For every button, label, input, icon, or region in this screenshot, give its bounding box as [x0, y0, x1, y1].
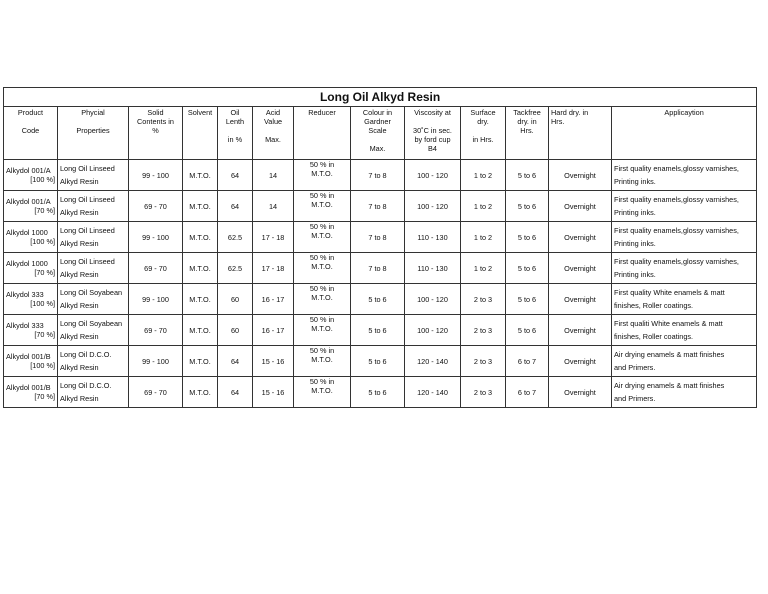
application-cell: [612, 222, 757, 253]
header-line: Lenth: [225, 117, 245, 126]
acid-value: 16 - 17: [253, 284, 294, 315]
acid-value: 15 - 16: [253, 377, 294, 408]
surface-dry: 2 to 3: [461, 377, 506, 408]
colour-scale: 5 to 6: [351, 377, 405, 408]
header-line: Tackfree: [513, 108, 541, 117]
product-code-cell: [4, 377, 58, 408]
resin-table: [3, 87, 757, 408]
surface-dry: 2 to 3: [461, 315, 506, 346]
reducer-line-2: M.T.O.: [311, 293, 333, 302]
tackfree-dry: 6 to 7: [506, 346, 549, 377]
reducer-cell: [294, 253, 351, 284]
product-code: Alkydol 333: [6, 321, 44, 330]
header-oil-length: [218, 107, 253, 160]
header-viscosity: [405, 107, 461, 160]
colour-scale: 5 to 6: [351, 284, 405, 315]
header-line: Acid: [265, 108, 281, 117]
table-row: [4, 222, 757, 253]
spec-sheet: [3, 87, 756, 408]
header-line: Code: [21, 126, 40, 135]
product-code-cell: [4, 315, 58, 346]
table-row: [4, 346, 757, 377]
product-code: Alkydol 1000: [6, 259, 48, 268]
reducer-cell: [294, 315, 351, 346]
header-line: B4: [428, 144, 437, 153]
application-line-2: and Primers.: [614, 394, 656, 403]
physical-line-2: Alkyd Resin: [60, 270, 99, 279]
header-line: Phycial: [81, 108, 105, 117]
physical-properties-cell: [58, 284, 129, 315]
product-percent: [100 %]: [30, 175, 55, 184]
header-row: [4, 107, 757, 160]
header-line: [60, 117, 126, 126]
application-line-1: Air drying enamels & matt finishes: [614, 381, 725, 390]
viscosity: 110 - 130: [405, 253, 461, 284]
physical-properties-cell: [58, 191, 129, 222]
application-line-2: Printing inks.: [614, 177, 656, 186]
header-line: Value: [263, 117, 283, 126]
table-row: [4, 284, 757, 315]
header-line: Hrs.: [551, 117, 565, 126]
oil-length: 62.5: [218, 222, 253, 253]
physical-line-1: Long Oil Soyabean: [60, 288, 123, 297]
header-line: by ford cup: [414, 135, 451, 144]
product-percent: [100 %]: [30, 299, 55, 308]
table-title: Long Oil Alkyd Resin: [4, 88, 757, 107]
reducer-cell: [294, 346, 351, 377]
reducer-line-2: M.T.O.: [311, 169, 333, 178]
header-line: in %: [227, 135, 243, 144]
application-cell: [612, 160, 757, 191]
tackfree-dry: 5 to 6: [506, 191, 549, 222]
application-cell: [612, 377, 757, 408]
physical-line-2: Alkyd Resin: [60, 208, 99, 217]
header-line: Gardner: [364, 117, 391, 126]
header-line: Solvent: [187, 108, 213, 117]
acid-value: 14: [253, 191, 294, 222]
product-percent: [70 %]: [34, 330, 55, 339]
application-line-2: Printing inks.: [614, 239, 656, 248]
application-cell: [612, 346, 757, 377]
solvent: M.T.O.: [183, 253, 218, 284]
header-line: Product: [17, 108, 44, 117]
tackfree-dry: 6 to 7: [506, 377, 549, 408]
viscosity: 100 - 120: [405, 191, 461, 222]
colour-scale: 7 to 8: [351, 160, 405, 191]
acid-value: 14: [253, 160, 294, 191]
application-cell: [612, 284, 757, 315]
application-line-2: finishes, Roller coatings.: [614, 332, 694, 341]
hard-dry: Overnight: [549, 160, 612, 191]
viscosity: 120 - 140: [405, 377, 461, 408]
oil-length: 64: [218, 377, 253, 408]
application-line-1: First quality enamels,glossy varnishes,: [614, 195, 739, 204]
reducer-line-1: 50 % in: [309, 253, 335, 262]
oil-length: 64: [218, 346, 253, 377]
table-row: [4, 377, 757, 408]
product-code: Alkydol 001/B: [6, 352, 51, 361]
header-line: Hrs.: [520, 126, 534, 135]
viscosity: 100 - 120: [405, 160, 461, 191]
solvent: M.T.O.: [183, 346, 218, 377]
tackfree-dry: 5 to 6: [506, 284, 549, 315]
application-line-1: First quality White enamels & matt: [614, 288, 725, 297]
physical-properties-cell: [58, 222, 129, 253]
table-row: [4, 253, 757, 284]
header-line: Colour in: [362, 108, 393, 117]
physical-properties-cell: [58, 377, 129, 408]
surface-dry: 1 to 2: [461, 160, 506, 191]
reducer-line-1: 50 % in: [309, 160, 335, 169]
solid-contents: 69 - 70: [129, 377, 183, 408]
physical-properties-cell: [58, 315, 129, 346]
surface-dry: 2 to 3: [461, 346, 506, 377]
hard-dry: Overnight: [549, 191, 612, 222]
oil-length: 60: [218, 284, 253, 315]
acid-value: 16 - 17: [253, 315, 294, 346]
header-solid: [129, 107, 183, 160]
header-solvent: [183, 107, 218, 160]
header-line: Viscosity at: [414, 108, 451, 117]
solid-contents: 69 - 70: [129, 253, 183, 284]
physical-line-2: Alkyd Resin: [60, 332, 99, 341]
solvent: M.T.O.: [183, 191, 218, 222]
tackfree-dry: 5 to 6: [506, 253, 549, 284]
header-acid-value: [253, 107, 294, 160]
header-line: dry. in: [517, 117, 537, 126]
product-percent: [100 %]: [30, 237, 55, 246]
physical-line-1: Long Oil Linseed: [60, 226, 115, 235]
table-body: [4, 160, 757, 408]
solvent: M.T.O.: [183, 284, 218, 315]
application-line-1: First quality enamels,glossy varnishes,: [614, 226, 739, 235]
application-cell: [612, 315, 757, 346]
reducer-line-2: M.T.O.: [311, 231, 333, 240]
oil-length: 60: [218, 315, 253, 346]
solvent: M.T.O.: [183, 315, 218, 346]
hard-dry: Overnight: [549, 377, 612, 408]
colour-scale: 7 to 8: [351, 191, 405, 222]
reducer-cell: [294, 191, 351, 222]
physical-properties-cell: [58, 253, 129, 284]
surface-dry: 2 to 3: [461, 284, 506, 315]
acid-value: 17 - 18: [253, 222, 294, 253]
physical-line-1: Long Oil Soyabean: [60, 319, 123, 328]
header-line: Oil: [230, 108, 240, 117]
product-code: Alkydol 333: [6, 290, 44, 299]
header-line: [220, 126, 250, 135]
hard-dry: Overnight: [549, 284, 612, 315]
header-line: %: [152, 126, 159, 135]
tackfree-dry: 5 to 6: [506, 160, 549, 191]
application-line-1: Air drying enamels & matt finishes: [614, 350, 725, 359]
header-product: [4, 107, 58, 160]
product-percent: [100 %]: [30, 361, 55, 370]
header-line: [6, 117, 55, 126]
product-code: Alkydol 001/A: [6, 166, 51, 175]
acid-value: 15 - 16: [253, 346, 294, 377]
solid-contents: 99 - 100: [129, 284, 183, 315]
tackfree-dry: 5 to 6: [506, 315, 549, 346]
physical-properties-cell: [58, 160, 129, 191]
oil-length: 64: [218, 191, 253, 222]
application-line-2: and Primers.: [614, 363, 656, 372]
header-line: [407, 117, 458, 126]
colour-scale: 7 to 8: [351, 253, 405, 284]
header-tackfree: [506, 107, 549, 160]
header-line: Surface: [470, 108, 496, 117]
solid-contents: 99 - 100: [129, 222, 183, 253]
header-line: Properties: [76, 126, 110, 135]
header-line: Reducer: [308, 108, 336, 117]
header-reducer: [294, 107, 351, 160]
solvent: M.T.O.: [183, 377, 218, 408]
reducer-line-2: M.T.O.: [311, 200, 333, 209]
reducer-line-2: M.T.O.: [311, 386, 333, 395]
table-row: [4, 160, 757, 191]
colour-scale: 7 to 8: [351, 222, 405, 253]
physical-line-2: Alkyd Resin: [60, 394, 99, 403]
physical-line-1: Long Oil Linseed: [60, 195, 115, 204]
header-line: Hard dry. in: [551, 108, 589, 117]
viscosity: 100 - 120: [405, 315, 461, 346]
surface-dry: 1 to 2: [461, 191, 506, 222]
reducer-line-1: 50 % in: [309, 315, 335, 324]
application-line-1: First qualiti White enamels & matt: [614, 319, 723, 328]
product-code-cell: [4, 253, 58, 284]
header-line: Contents in: [137, 117, 174, 126]
physical-line-1: Long Oil D.C.O.: [60, 381, 112, 390]
application-line-2: Printing inks.: [614, 270, 656, 279]
oil-length: 62.5: [218, 253, 253, 284]
header-physical: [58, 107, 129, 160]
product-code-cell: [4, 160, 58, 191]
reducer-line-1: 50 % in: [309, 222, 335, 231]
hard-dry: Overnight: [549, 253, 612, 284]
table-row: [4, 191, 757, 222]
surface-dry: 1 to 2: [461, 222, 506, 253]
oil-length: 64: [218, 160, 253, 191]
header-line: Solid: [147, 108, 164, 117]
hard-dry: Overnight: [549, 222, 612, 253]
product-percent: [70 %]: [34, 206, 55, 215]
product-code-cell: [4, 284, 58, 315]
physical-line-2: Alkyd Resin: [60, 177, 99, 186]
reducer-line-1: 50 % in: [309, 191, 335, 200]
header-application: [612, 107, 757, 160]
viscosity: 110 - 130: [405, 222, 461, 253]
tackfree-dry: 5 to 6: [506, 222, 549, 253]
application-cell: [612, 253, 757, 284]
header-surface-dry: [461, 107, 506, 160]
physical-line-1: Long Oil Linseed: [60, 164, 115, 173]
header-line: Max.: [369, 144, 386, 153]
colour-scale: 5 to 6: [351, 346, 405, 377]
solvent: M.T.O.: [183, 160, 218, 191]
reducer-line-2: M.T.O.: [311, 262, 333, 271]
reducer-cell: [294, 284, 351, 315]
physical-line-1: Long Oil Linseed: [60, 257, 115, 266]
reducer-cell: [294, 377, 351, 408]
reducer-cell: [294, 160, 351, 191]
product-code: Alkydol 1000: [6, 228, 48, 237]
hard-dry: Overnight: [549, 346, 612, 377]
reducer-line-1: 50 % in: [309, 284, 335, 293]
header-colour: [351, 107, 405, 160]
product-code-cell: [4, 346, 58, 377]
header-line: 30˚C in sec.: [413, 126, 452, 135]
reducer-line-1: 50 % in: [309, 346, 335, 355]
viscosity: 100 - 120: [405, 284, 461, 315]
product-percent: [70 %]: [34, 268, 55, 277]
product-percent: [70 %]: [34, 392, 55, 401]
header-line: dry.: [477, 117, 489, 126]
product-code: Alkydol 001/A: [6, 197, 51, 206]
header-line: [463, 126, 503, 135]
viscosity: 120 - 140: [405, 346, 461, 377]
solid-contents: 99 - 100: [129, 160, 183, 191]
hard-dry: Overnight: [549, 315, 612, 346]
application-cell: [612, 191, 757, 222]
product-code: Alkydol 001/B: [6, 383, 51, 392]
header-line: Applicaytion: [664, 108, 704, 117]
solid-contents: 69 - 70: [129, 191, 183, 222]
header-line: Max.: [265, 135, 281, 144]
application-line-1: First quality enamels,glossy varnishes,: [614, 257, 739, 266]
table-row: [4, 315, 757, 346]
application-line-2: Printing inks.: [614, 208, 656, 217]
application-line-2: finishes, Roller coatings.: [614, 301, 694, 310]
product-code-cell: [4, 191, 58, 222]
application-line-1: First quality enamels,glossy varnishes,: [614, 164, 739, 173]
physical-line-2: Alkyd Resin: [60, 363, 99, 372]
header-line: Scale: [368, 126, 387, 135]
reducer-line-2: M.T.O.: [311, 324, 333, 333]
solid-contents: 69 - 70: [129, 315, 183, 346]
physical-line-2: Alkyd Resin: [60, 301, 99, 310]
product-code-cell: [4, 222, 58, 253]
header-hard-dry: [549, 107, 612, 160]
colour-scale: 5 to 6: [351, 315, 405, 346]
surface-dry: 1 to 2: [461, 253, 506, 284]
header-line: [353, 135, 402, 144]
solvent: M.T.O.: [183, 222, 218, 253]
physical-line-1: Long Oil D.C.O.: [60, 350, 112, 359]
header-line: [255, 126, 291, 135]
physical-properties-cell: [58, 346, 129, 377]
solid-contents: 99 - 100: [129, 346, 183, 377]
header-line: in Hrs.: [472, 135, 494, 144]
reducer-line-1: 50 % in: [309, 377, 335, 386]
physical-line-2: Alkyd Resin: [60, 239, 99, 248]
reducer-line-2: M.T.O.: [311, 355, 333, 364]
acid-value: 17 - 18: [253, 253, 294, 284]
reducer-cell: [294, 222, 351, 253]
